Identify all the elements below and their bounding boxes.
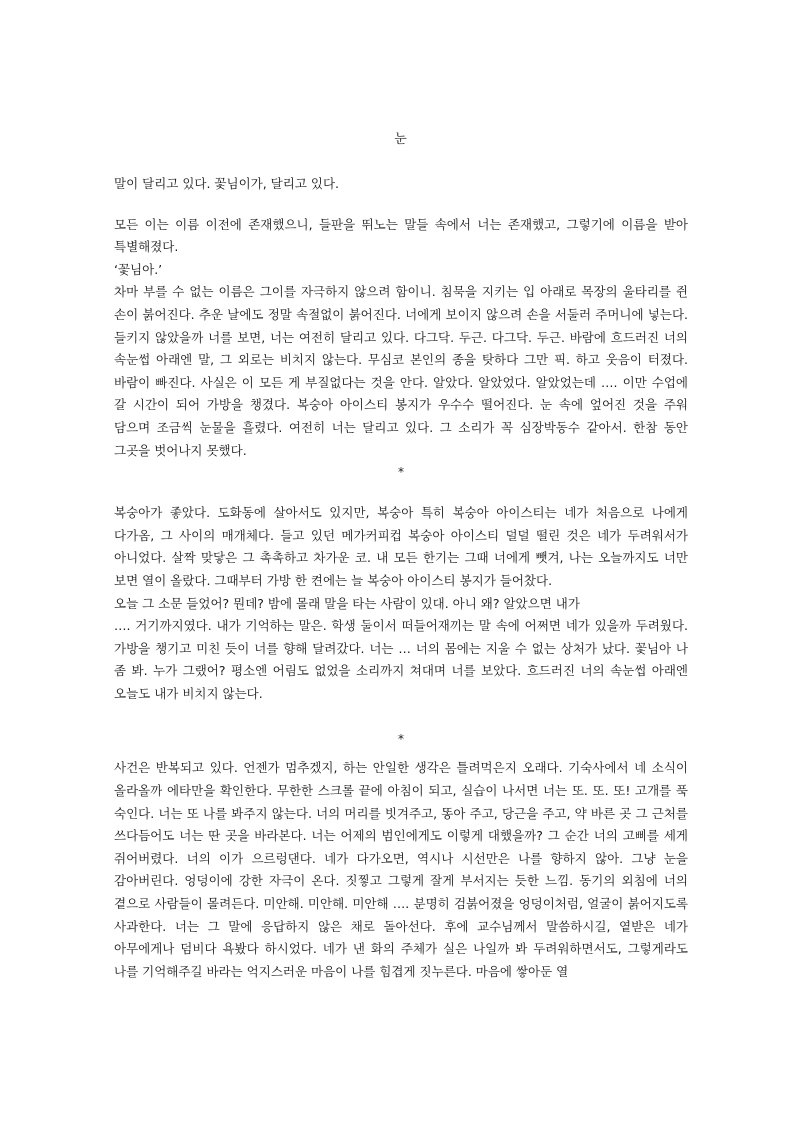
section1-dialogue: ‘꽃님아.’: [114, 261, 163, 277]
spacer: [114, 196, 688, 214]
section2-paragraph-1: 복숭아가 좋았다. 도화동에 살아서도 있지만, 복숭아 특히 복숭아 아이스티는 네가 처음으로 나에게 다가옴, 그 사이의 매개체다. 들고 있던 메가커피컵 복숭아 아이스티 덜덜 떨린 것은 네가 두려워서가 아니었다. 살짝 맞닿은 그 촉촉하고 차가운 코. 내 모든 한기는 그때 너에게 뺏겨, 나는 오늘까지도 너만 보면 열이 올랐다. 그때부터 가방 한 켠에는 늘 복숭아 아이스티 봉지가 들어찼다.: [114, 505, 688, 588]
document-title: 눈: [394, 132, 408, 147]
document-page: [114, 128, 688, 983]
section3-paragraph-1: 사건은 반복되고 있다. 언젠가 멈추겠지, 하는 안일한 생각은 틀려먹은지 오래다. 기숙사에서 네 소식이 올라올까 에타만을 확인한다. 무한한 스크롤 끝에 아침이 되고, 실습이 나서면 너는 또. 또. 또! 고개를 푹 숙인다. 너는 또 나를 봐주지 않는다. 너의 머리를 빗겨주고, 똥아 주고, 당근을 주고, 약 바른 곳 그 근처를 쓰다듬어도 너는 딴 곳을 바라본다. 너는 어제의 범인에게도 이렇게 대했을까? 그 순간 너의 고삐를 세게 쥐어버렸다. 너의 이가 으르렁댄다. 네가 다가오면, 역시나 시선만은 나를 향하지 않아. 그냥 눈을 감아버린다. 엉덩이에 강한 자극이 온다. 짓찧고 그렇게 잘게 부서지는 듯한 느낌. 동기의 외침에 너의 곁으로 사람들이 몰려든다. 미안해. 미안해. 미안해 …. 분명히 검붉어졌을 엉덩이처럼, 얼굴이 붉어지도록 사과한다. 너는 그 말에 응답하지 않은 채로 돌아선다. 후에 교수님께서 말씀하시길, 옅받은 네가 아무에게나 덤비다 욕봤다 하시었다. 네가 낸 화의 주체가 실은 나일까 봐 두려워하면서도, 그렇게라도 나를 기억해주길 바라는 억지스러운 마음이 나를 힘겹게 짓누른다. 마음에 쌓아둔 열: [114, 760, 688, 979]
opening-line: 말이 달리고 있다. 꽃님이가, 달리고 있다.: [114, 176, 339, 191]
section-separator: *: [398, 732, 404, 747]
spacer: [114, 490, 688, 502]
section-separator: *: [398, 465, 404, 480]
section2-paragraph-2: 오늘 그 소문 들었어? 뭔데? 밤에 몰래 말을 타는 사람이 있대. 아니 왜? 알았으면 내가: [114, 595, 580, 611]
spacer: [114, 705, 688, 729]
section2-paragraph-3: …. 거기까지였다. 내가 기억하는 말은. 학생 둘이서 떠들어재끼는 말 속에 어쩌면 네가 있을까 두려웠다. 가방을 챙기고 미친 듯이 너를 향해 달려갔다. 너는 … 너의 몸에는 지울 수 없는 상처가 났다. 꽃님아 나 좀 봐. 누가 그랬어? 평소엔 어림도 없었을 소리까지 쳐대며 너를 보았다. 흐드러진 너의 속눈썹 아래엔 오늘도 내가 비치지 않는다.: [114, 618, 688, 701]
section1-paragraph-1: 모든 이는 이름 이전에 존재했으니, 들판을 뛰노는 말들 속에서 너는 존재했고, 그렇기에 이름을 받아 특별해졌다.: [114, 216, 688, 255]
section1-paragraph-2: 차마 부를 수 없는 이름은 그이를 자극하지 않으려 함이니. 침묵을 지키는 입 아래로 목장의 울타리를 쥔 손이 붉어진다. 추운 날에도 정말 속절없이 붉어진다. 너에게 보이지 않으려 손을 서둘러 주머니에 넣는다. 들키지 않았을까 너를 보면, 너는 여전히 달리고 있다. 다그닥. 두근. 다그닥. 두근. 바람에 흐드러진 너의 속눈썹 아래엔 말, 그 외로는 비치지 않는다. 무심코 본인의 종을 탓하다 그만 픽. 하고 웃음이 터졌다. 바람이 빠진다. 사실은 이 모든 게 부질없다는 것을 안다. 알았다. 알았었다. 알았었는데 …. 이만 수업에 갈 시간이 되어 가방을 챙겼다. 복숭아 아이스티 봉지가 우수수 떨어진다. 눈 속에 엎어진 것을 주워 담으며 조금씩 눈물을 흘렸다. 여전히 너는 달리고 있다. 그 소리가 꼭 심장박동수 같아서. 한참 동안 그곳을 벗어나지 못했다.: [114, 284, 688, 458]
